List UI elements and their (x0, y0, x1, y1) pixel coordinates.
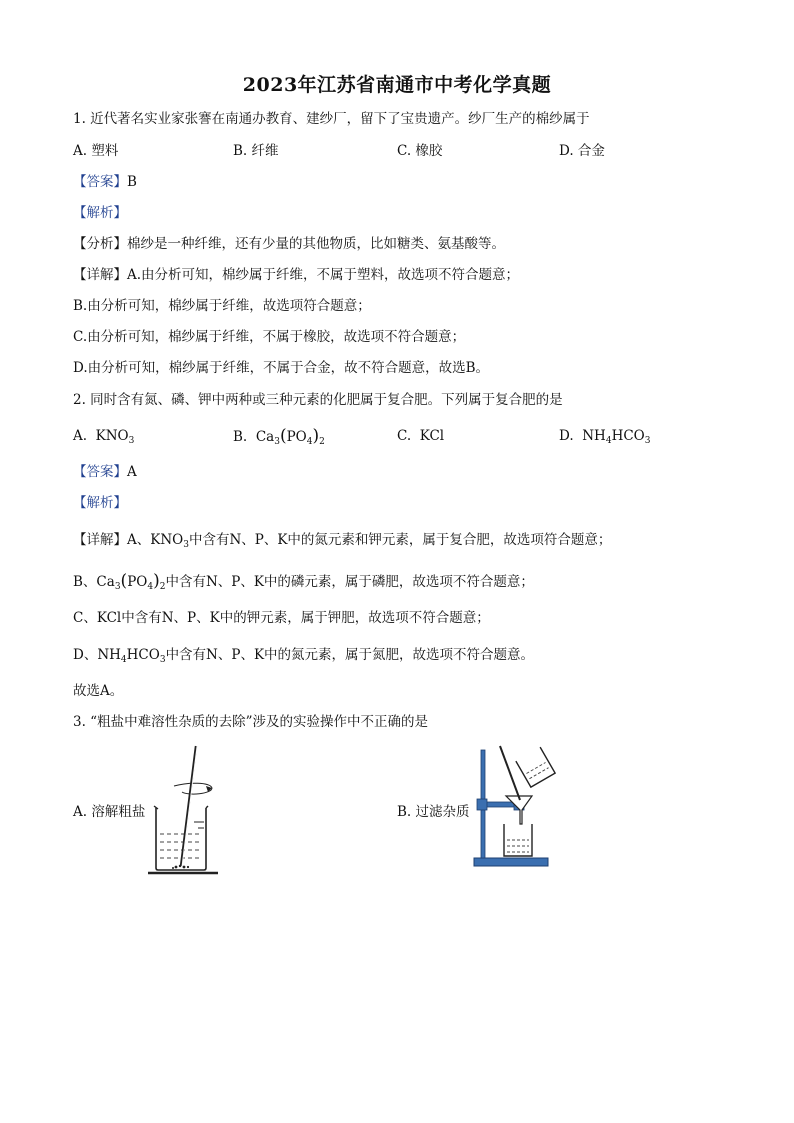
q2-detail-d-pre: D、 (73, 647, 98, 663)
q1-detail-a: A.由分析可知，棉纱属于纤维，不属于塑料，故选项不符合题意； (127, 267, 520, 283)
q2-option-c-label: C. (397, 428, 412, 444)
q2-detail-a-line (73, 531, 611, 549)
page-title: 2023年江苏省南通市中考化学真题 (242, 74, 552, 96)
q2-detail-c-pre: C、 (73, 610, 97, 626)
q2-analysis-tag (73, 494, 127, 512)
chem-kcl: KCl (419, 428, 445, 444)
q1-option-d: D. 合金 (559, 143, 605, 159)
q2-option-a-label: A. (73, 428, 88, 444)
q2-answer: A (127, 464, 137, 480)
q1-detail-c: C.由分析可知，棉纱属于纤维，不属于橡胶，故选项不符合题意； (73, 329, 466, 345)
chem-ca3po42: $Ca_3(PO_4)_2$ (96, 571, 166, 592)
detail-tag: 【详解】 (73, 532, 127, 548)
q1-option-b: B. 纤维 (233, 143, 279, 159)
q1-option-c: C. 橡胶 (397, 143, 443, 159)
q1-detail-b: B.由分析可知，棉纱属于纤维，故选项符合题意； (73, 298, 371, 314)
q2-detail-a-pre: A、 (127, 532, 151, 548)
chem-ca3po42: $Ca_3(PO_4)_2$ (255, 426, 325, 447)
q2-conclusion: 故选A。 (73, 683, 124, 699)
q2-detail-b-post: 中含有N、P、K中的磷元素，属于磷肥，故选项不符合题意； (165, 574, 534, 590)
q3-option-a: A. 溶解粗盐 (73, 804, 146, 820)
q1-fenxi-line (73, 235, 505, 253)
q2-detail-b-line (73, 572, 534, 591)
chem-kno3: $KNO_3$ (150, 532, 189, 550)
analysis-tag: 【解析】 (73, 205, 127, 221)
q3-option-b: B. 过滤杂质 (397, 804, 470, 820)
q1-detail-d: D.由分析可知，棉纱属于纤维，不属于合金，故不符合题意，故选B。 (73, 360, 490, 376)
chem-nh4hco3: $NH_4HCO_3$ (582, 428, 651, 446)
question-2-stem: 2. 同时含有氮、磷、钾中两种或三种元素的化肥属于复合肥。下列属于复合肥的是 (73, 392, 563, 408)
q2-detail-a-post: 中含有N、P、K中的氮元素和钾元素，属于复合肥，故选项符合题意； (188, 532, 612, 548)
q2-detail-c-post: 中含有N、P、K中的钾元素，属于钾肥，故选项不符合题意； (121, 610, 490, 626)
q1-detail-line-a (73, 266, 519, 284)
q2-option-b-label: B. (233, 429, 248, 445)
q1-answer: B (127, 174, 137, 190)
question-1-stem: 1. 近代著名实业家张謇在南通办教育、建纱厂，留下了宝贵遗产。纱厂生产的棉纱属于 (73, 111, 590, 127)
q2-option-a (73, 427, 134, 445)
beaker-dissolve-figure (148, 742, 218, 876)
q2-detail-b-pre: B、 (73, 574, 97, 590)
q2-detail-d-line (73, 646, 534, 664)
q2-answer-line (73, 463, 137, 481)
q2-detail-d-post: 中含有N、P、K中的氮元素，属于氮肥，故选项不符合题意。 (165, 647, 535, 663)
q1-answer-line (73, 173, 137, 191)
chem-nh4hco3: $NH_4HCO_3$ (97, 647, 166, 665)
q2-option-d-label: D. (559, 428, 574, 444)
chem-kcl: KCl (96, 610, 122, 626)
question-3-stem: 3. “粗盐中难溶性杂质的去除”涉及的实验操作中不正确的是 (73, 714, 428, 730)
chem-kno3: $KNO_3$ (95, 428, 135, 446)
q1-option-a: A. 塑料 (73, 143, 119, 159)
analysis-tag: 【解析】 (73, 495, 127, 511)
fenxi-tag: 【分析】 (73, 236, 127, 252)
detail-tag: 【详解】 (73, 267, 127, 283)
q2-option-b (233, 427, 325, 446)
q1-analysis-tag (73, 204, 127, 222)
q1-fenxi-text: 棉纱是一种纤维，还有少量的其他物质，比如糖类、氨基酸等。 (127, 236, 505, 252)
answer-tag: 【答案】 (73, 464, 127, 480)
q2-option-c (397, 427, 444, 445)
filtration-apparatus-figure (470, 744, 562, 870)
q2-detail-c-line (73, 609, 490, 627)
answer-tag: 【答案】 (73, 174, 127, 190)
q2-option-d (559, 427, 650, 445)
